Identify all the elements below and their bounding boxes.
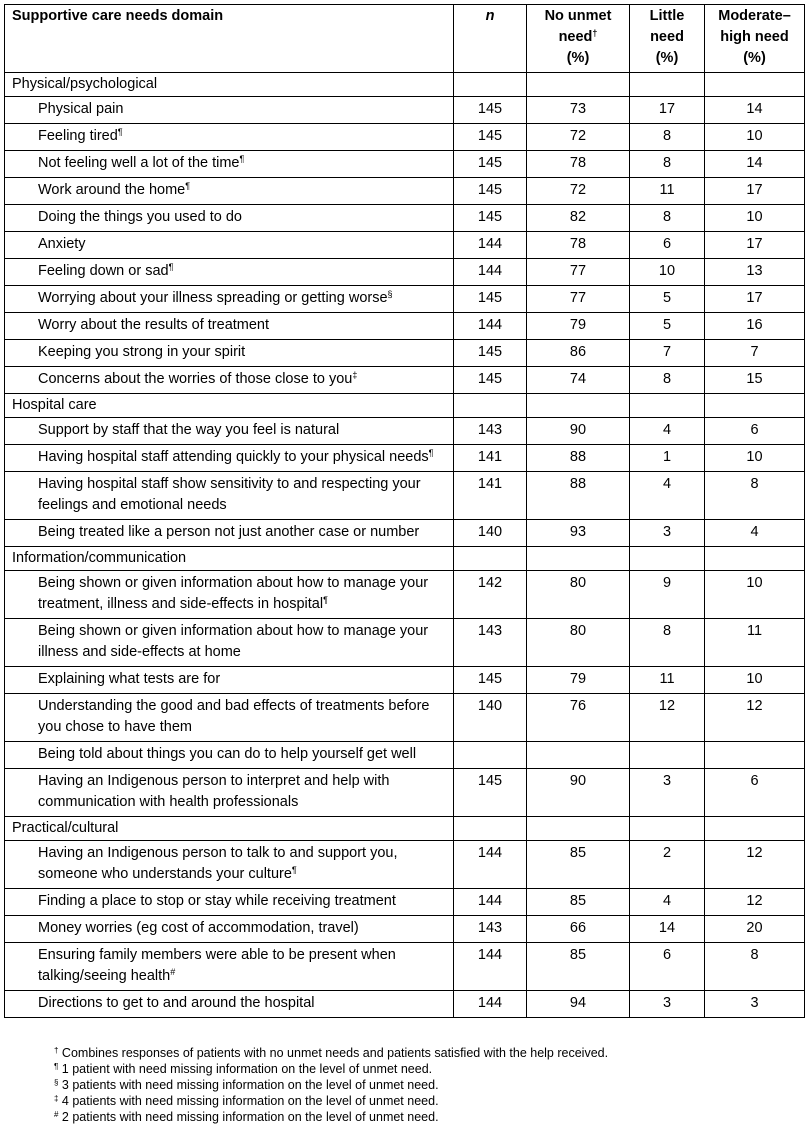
need-label-text: Anxiety <box>38 236 86 252</box>
table-body <box>5 73 805 1018</box>
moderate-high-need-value: 6 <box>705 418 805 445</box>
moderate-high-need-value: 14 <box>705 97 805 124</box>
table-row <box>5 97 805 124</box>
table-row <box>5 286 805 313</box>
need-label <box>5 313 454 340</box>
need-label-text: Physical pain <box>38 101 124 117</box>
need-label-text: Having hospital staff attending quickly to your physical needs <box>38 449 429 465</box>
moderate-high-need-value: 12 <box>705 694 805 742</box>
need-label <box>5 232 454 259</box>
n-value: 143 <box>454 916 527 943</box>
table-row <box>5 619 805 667</box>
empty-cell <box>527 394 630 418</box>
need-label-text: Feeling tired <box>38 128 118 144</box>
need-label <box>5 619 454 667</box>
table-row <box>5 205 805 232</box>
table-row <box>5 178 805 205</box>
table-row <box>5 742 805 769</box>
table-row <box>5 841 805 889</box>
footnote-mark: § <box>387 289 393 299</box>
empty-cell <box>705 73 805 97</box>
footnote-mark: ¶ <box>323 595 328 605</box>
n-value: 144 <box>454 889 527 916</box>
moderate-high-need-value: 10 <box>705 667 805 694</box>
no-unmet-need-value: 90 <box>527 418 630 445</box>
table-row <box>5 151 805 178</box>
little-need-value: 6 <box>630 232 705 259</box>
table-row <box>5 916 805 943</box>
need-label <box>5 667 454 694</box>
moderate-high-need-value: 14 <box>705 151 805 178</box>
footnote-mark: ¶ <box>168 262 174 272</box>
moderate-high-need-value: 17 <box>705 178 805 205</box>
no-unmet-need-value: 73 <box>527 97 630 124</box>
n-value: 144 <box>454 313 527 340</box>
empty-cell <box>454 394 527 418</box>
n-value: 145 <box>454 97 527 124</box>
moderate-high-need-value: 10 <box>705 205 805 232</box>
table-row <box>5 667 805 694</box>
n-value: 145 <box>454 151 527 178</box>
little-need-value: 5 <box>630 313 705 340</box>
need-label-text: Worry about the results of treatment <box>38 317 270 333</box>
footnote-mark: ¶ <box>291 865 297 875</box>
footnote-symbol: † <box>54 1046 59 1055</box>
need-label-text: Keeping you strong in your spirit <box>38 344 246 360</box>
need-label <box>5 445 454 472</box>
need-label-text: Not feeling well a lot of the time <box>38 155 240 171</box>
no-unmet-need-value: 77 <box>527 286 630 313</box>
little-need-value: 17 <box>630 97 705 124</box>
n-value <box>454 742 527 769</box>
moderate-high-need-value: 12 <box>705 841 805 889</box>
need-label <box>5 694 454 742</box>
footnote-symbol: § <box>54 1078 59 1087</box>
table-row <box>5 445 805 472</box>
little-need-value <box>630 742 705 769</box>
section-title: Physical/psychological <box>5 73 454 97</box>
little-need-value: 1 <box>630 445 705 472</box>
little-need-value: 2 <box>630 841 705 889</box>
moderate-high-need-value: 8 <box>705 472 805 520</box>
need-label-text: Having an Indigenous person to interpret and help with communication with health professionals <box>38 773 390 810</box>
moderate-high-need-value: 3 <box>705 991 805 1018</box>
footnote-symbol: # <box>54 1110 59 1119</box>
need-label <box>5 943 454 991</box>
section-title: Practical/cultural <box>5 817 454 841</box>
need-label <box>5 367 454 394</box>
little-need-value: 8 <box>630 619 705 667</box>
footnote-text: 3 patients with need missing information on the level of unmet need. <box>58 1078 439 1092</box>
need-label-text: Money worries (eg cost of accommodation, travel) <box>38 920 359 936</box>
little-need-value: 4 <box>630 472 705 520</box>
empty-cell <box>527 547 630 571</box>
footnote-mark: ¶ <box>428 448 434 458</box>
need-label-text: Having an Indigenous person to talk to and support you, someone who understands your culture <box>38 845 398 882</box>
moderate-high-need-value: 15 <box>705 367 805 394</box>
footnote-text: 4 patients with need missing information on the level of unmet need. <box>58 1094 439 1108</box>
need-label-text: Explaining what tests are for <box>38 671 221 687</box>
footnote-mark: ¶ <box>239 154 245 164</box>
no-unmet-need-value: 85 <box>527 889 630 916</box>
header-no-unmet-need: No unmet need† (%) <box>527 5 630 73</box>
n-value: 142 <box>454 571 527 619</box>
need-label <box>5 889 454 916</box>
header-little-need: Little need (%) <box>630 5 705 73</box>
table-row <box>5 991 805 1018</box>
need-label-text: Work around the home <box>38 182 186 198</box>
footnote-text: Combines responses of patients with no unmet needs and patients satisfied with the help received. <box>58 1046 609 1060</box>
footnote <box>54 1062 432 1077</box>
footnote-mark: ‡ <box>352 370 358 380</box>
footnote-mark: # <box>170 967 176 977</box>
footnote-symbol: ¶ <box>54 1062 59 1071</box>
n-value: 145 <box>454 769 527 817</box>
need-label-text: Feeling down or sad <box>38 263 169 279</box>
need-label-text: Having hospital staff show sensitivity to and respecting your feelings and emotional needs <box>38 476 421 513</box>
n-value: 141 <box>454 445 527 472</box>
no-unmet-need-value: 77 <box>527 259 630 286</box>
no-unmet-need-value: 79 <box>527 667 630 694</box>
table-row <box>5 124 805 151</box>
n-value: 141 <box>454 472 527 520</box>
no-unmet-need-value: 88 <box>527 445 630 472</box>
moderate-high-need-value: 17 <box>705 232 805 259</box>
little-need-value: 5 <box>630 286 705 313</box>
n-value: 145 <box>454 205 527 232</box>
little-need-value: 11 <box>630 667 705 694</box>
table-row <box>5 340 805 367</box>
table-row <box>5 472 805 520</box>
little-need-value: 7 <box>630 340 705 367</box>
little-need-value: 3 <box>630 991 705 1018</box>
no-unmet-need-value: 78 <box>527 151 630 178</box>
n-value: 145 <box>454 367 527 394</box>
need-label-text: Understanding the good and bad effects of treatments before you chose to have them <box>38 698 430 735</box>
empty-cell <box>630 73 705 97</box>
moderate-high-need-value: 10 <box>705 445 805 472</box>
no-unmet-need-value: 82 <box>527 205 630 232</box>
need-label <box>5 472 454 520</box>
moderate-high-need-value: 12 <box>705 889 805 916</box>
n-value: 144 <box>454 841 527 889</box>
empty-cell <box>527 73 630 97</box>
moderate-high-need-value <box>705 742 805 769</box>
no-unmet-need-value: 74 <box>527 367 630 394</box>
footnote-mark: ¶ <box>117 127 123 137</box>
need-label-text: Concerns about the worries of those close to you <box>38 371 353 387</box>
need-label <box>5 124 454 151</box>
n-value: 143 <box>454 418 527 445</box>
moderate-high-need-value: 17 <box>705 286 805 313</box>
table-row <box>5 232 805 259</box>
little-need-value: 8 <box>630 205 705 232</box>
header-domain: Supportive care needs domain <box>5 5 454 73</box>
empty-cell <box>630 394 705 418</box>
little-need-value: 8 <box>630 124 705 151</box>
table-row <box>5 694 805 742</box>
need-label-text: Being treated like a person not just another case or number <box>38 524 420 540</box>
empty-cell <box>527 817 630 841</box>
need-label <box>5 205 454 232</box>
table-row <box>5 520 805 547</box>
footnote <box>54 1046 608 1061</box>
little-need-value: 9 <box>630 571 705 619</box>
little-need-value: 10 <box>630 259 705 286</box>
table-header-row <box>5 5 805 73</box>
need-label <box>5 769 454 817</box>
moderate-high-need-value: 11 <box>705 619 805 667</box>
need-label-text: Worrying about your illness spreading or getting worse <box>38 290 388 306</box>
moderate-high-need-value: 8 <box>705 943 805 991</box>
little-need-value: 12 <box>630 694 705 742</box>
need-label <box>5 178 454 205</box>
supportive-care-needs-table <box>4 4 805 1018</box>
need-label <box>5 418 454 445</box>
empty-cell <box>630 817 705 841</box>
need-label <box>5 520 454 547</box>
n-value: 145 <box>454 340 527 367</box>
little-need-value: 3 <box>630 520 705 547</box>
n-value: 144 <box>454 232 527 259</box>
no-unmet-need-value: 90 <box>527 769 630 817</box>
footnote-text: 1 patient with need missing information on the level of unmet need. <box>58 1062 433 1076</box>
no-unmet-need-value: 94 <box>527 991 630 1018</box>
footnote-mark: ¶ <box>185 181 191 191</box>
little-need-value: 8 <box>630 367 705 394</box>
no-unmet-need-value: 80 <box>527 571 630 619</box>
empty-cell <box>454 73 527 97</box>
moderate-high-need-value: 10 <box>705 571 805 619</box>
need-label <box>5 742 454 769</box>
need-label-text: Being shown or given information about how to manage your illness and side-effects at home <box>38 623 429 660</box>
section-row <box>5 394 805 418</box>
no-unmet-need-value: 66 <box>527 916 630 943</box>
no-unmet-need-value: 85 <box>527 841 630 889</box>
header-moderate-high-need: Moderate– high need (%) <box>705 5 805 73</box>
table-row <box>5 259 805 286</box>
need-label-text: Being told about things you can do to help yourself get well <box>38 746 417 762</box>
section-row <box>5 547 805 571</box>
no-unmet-need-value: 85 <box>527 943 630 991</box>
n-value: 140 <box>454 520 527 547</box>
n-value: 144 <box>454 259 527 286</box>
no-unmet-need-value: 72 <box>527 178 630 205</box>
moderate-high-need-value: 13 <box>705 259 805 286</box>
no-unmet-need-value: 88 <box>527 472 630 520</box>
moderate-high-need-value: 20 <box>705 916 805 943</box>
need-label <box>5 841 454 889</box>
need-label-text: Ensuring family members were able to be present when talking/seeing health <box>38 947 396 984</box>
empty-cell <box>705 817 805 841</box>
need-label <box>5 97 454 124</box>
table-row <box>5 418 805 445</box>
little-need-value: 4 <box>630 889 705 916</box>
empty-cell <box>705 547 805 571</box>
little-need-value: 3 <box>630 769 705 817</box>
empty-cell <box>705 394 805 418</box>
moderate-high-need-value: 7 <box>705 340 805 367</box>
need-label-text: Being shown or given information about how to manage your treatment, illness and side-effects in hospital <box>38 575 429 612</box>
need-label-text: Finding a place to stop or stay while receiving treatment <box>38 893 396 909</box>
moderate-high-need-value: 4 <box>705 520 805 547</box>
table-row <box>5 313 805 340</box>
need-label-text: Doing the things you used to do <box>38 209 242 225</box>
empty-cell <box>630 547 705 571</box>
n-value: 144 <box>454 943 527 991</box>
moderate-high-need-value: 6 <box>705 769 805 817</box>
no-unmet-need-value: 76 <box>527 694 630 742</box>
need-label-text: Support by staff that the way you feel is natural <box>38 422 340 438</box>
footnote <box>54 1078 439 1093</box>
little-need-value: 6 <box>630 943 705 991</box>
need-label <box>5 916 454 943</box>
need-label <box>5 151 454 178</box>
footnote <box>54 1094 439 1109</box>
section-row <box>5 817 805 841</box>
little-need-value: 14 <box>630 916 705 943</box>
table-row <box>5 367 805 394</box>
footnote-text: 2 patients with need missing information on the level of unmet need. <box>58 1110 439 1124</box>
moderate-high-need-value: 10 <box>705 124 805 151</box>
need-label-text: Directions to get to and around the hospital <box>38 995 315 1011</box>
no-unmet-need-value <box>527 742 630 769</box>
table-row <box>5 943 805 991</box>
need-label <box>5 571 454 619</box>
need-label <box>5 991 454 1018</box>
footnote <box>54 1110 439 1125</box>
footnote-symbol: ‡ <box>54 1094 59 1103</box>
n-value: 140 <box>454 694 527 742</box>
moderate-high-need-value: 16 <box>705 313 805 340</box>
section-row <box>5 73 805 97</box>
little-need-value: 11 <box>630 178 705 205</box>
n-value: 144 <box>454 991 527 1018</box>
table-row <box>5 889 805 916</box>
need-label <box>5 340 454 367</box>
need-label <box>5 286 454 313</box>
little-need-value: 4 <box>630 418 705 445</box>
table-row <box>5 769 805 817</box>
no-unmet-need-value: 93 <box>527 520 630 547</box>
little-need-value: 8 <box>630 151 705 178</box>
empty-cell <box>454 547 527 571</box>
no-unmet-need-value: 72 <box>527 124 630 151</box>
no-unmet-need-value: 79 <box>527 313 630 340</box>
no-unmet-need-value: 80 <box>527 619 630 667</box>
empty-cell <box>454 817 527 841</box>
n-value: 145 <box>454 178 527 205</box>
section-title: Information/communication <box>5 547 454 571</box>
need-label <box>5 259 454 286</box>
header-n: n <box>454 5 527 73</box>
no-unmet-need-value: 86 <box>527 340 630 367</box>
n-value: 145 <box>454 667 527 694</box>
no-unmet-need-value: 78 <box>527 232 630 259</box>
n-value: 145 <box>454 124 527 151</box>
section-title: Hospital care <box>5 394 454 418</box>
n-value: 145 <box>454 286 527 313</box>
n-value: 143 <box>454 619 527 667</box>
table-row <box>5 571 805 619</box>
